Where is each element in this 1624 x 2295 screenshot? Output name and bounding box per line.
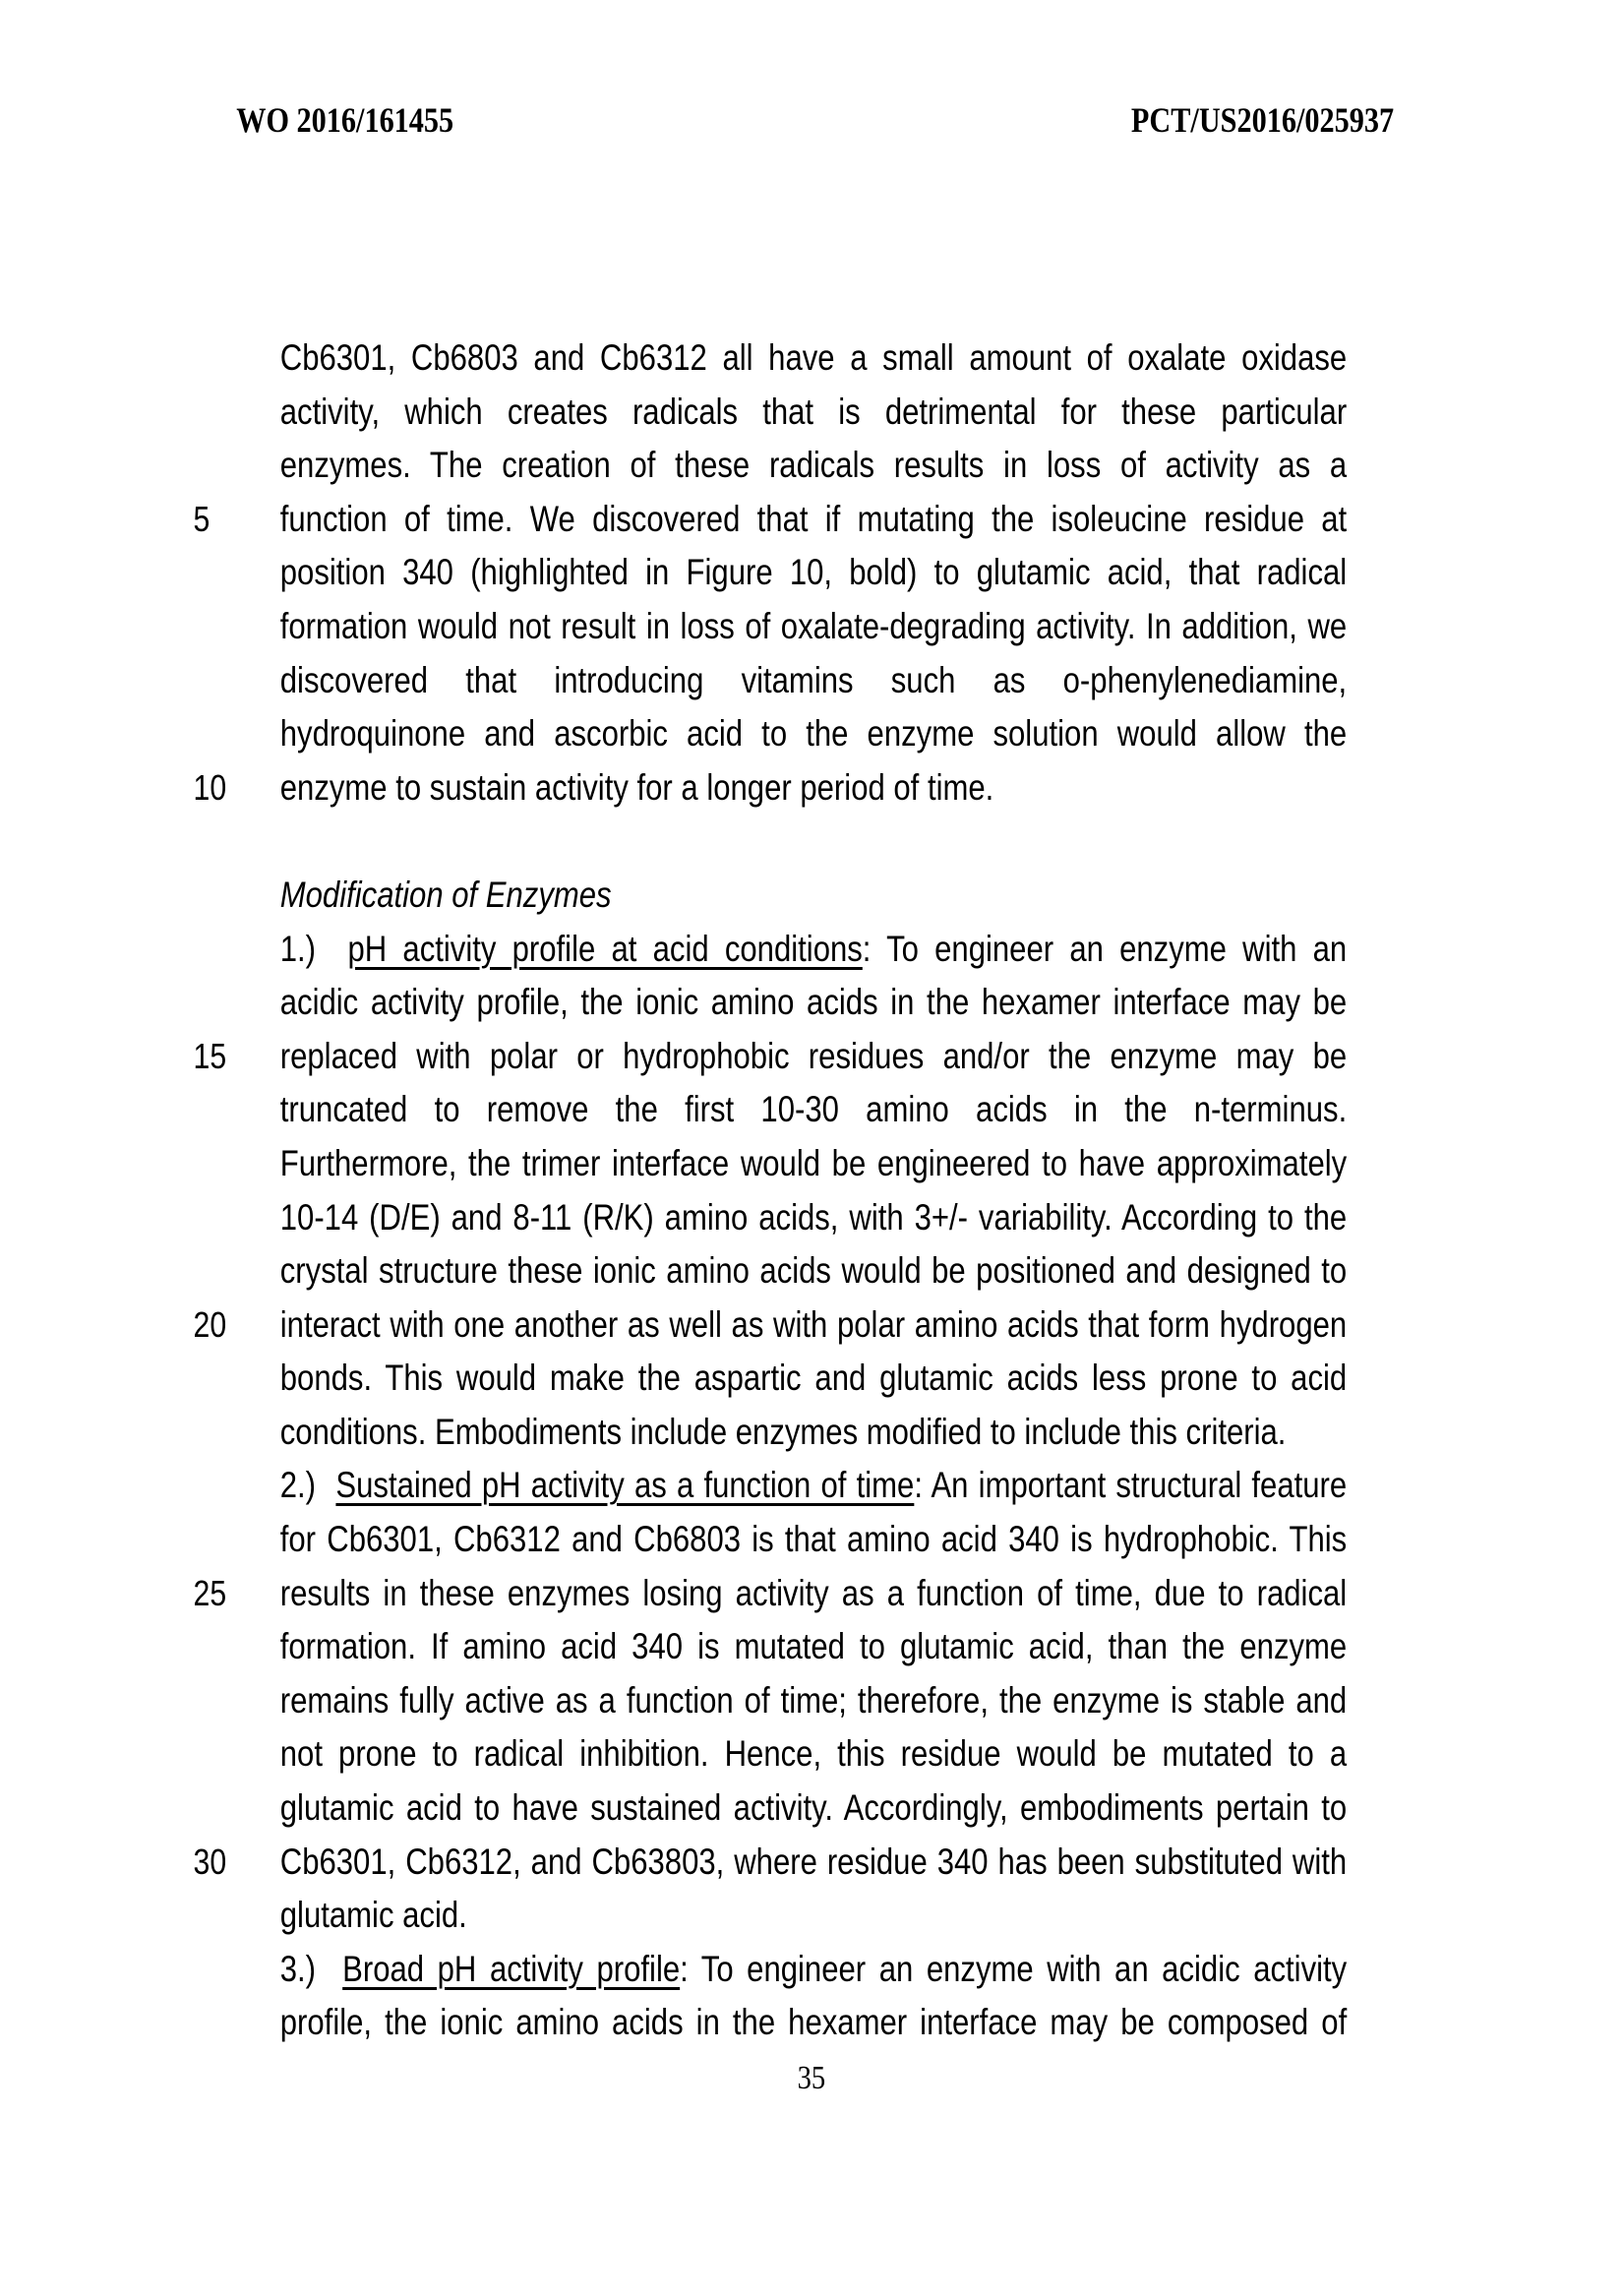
page-number: 35 <box>797 2060 826 2096</box>
text-line <box>280 1889 1347 1943</box>
line-text: remains fully active as a function of time; therefore, the enzyme is stable and <box>279 1679 1348 1721</box>
line-text: discovered that introducing vitamins such as o-phenylenediamine, <box>279 659 1348 700</box>
text-line <box>280 1459 1347 1513</box>
text-line <box>280 976 1347 1030</box>
line-text: Cb6301, Cb6803 and Cb6312 all have a small amount of oxalate oxidase <box>279 337 1348 378</box>
application-number-header: PCT/US2016/025937 <box>1130 100 1395 140</box>
text-line <box>193 1836 1348 1890</box>
text-line <box>280 546 1347 600</box>
line-text: : To engineer an enzyme with an acidic activity <box>680 1948 1348 1989</box>
text-line <box>193 761 1347 815</box>
line-text: 1.) <box>279 928 348 969</box>
text-line <box>280 439 1347 493</box>
publication-number-header: WO 2016/161455 <box>236 100 454 140</box>
text-line <box>280 600 1347 654</box>
margin-line-number: 25 <box>193 1572 227 1613</box>
text-line <box>280 1620 1347 1674</box>
line-text: Cb6301, Cb6312, and Cb63803, where residue 340 has been substituted with <box>279 1841 1348 1882</box>
text-line <box>280 654 1347 708</box>
line-text: 3.) <box>279 1948 343 1989</box>
text-line <box>280 1943 1347 1997</box>
text-line <box>280 1191 1347 1245</box>
text-line <box>280 1513 1347 1567</box>
line-text: acidic activity profile, the ionic amino acids in the hexamer interface may be <box>279 982 1348 1023</box>
underlined-phrase: Broad pH activity profile <box>342 1948 681 1989</box>
line-text: results in these enzymes losing activity as a function of time, due to radical <box>279 1572 1348 1613</box>
margin-line-number: 5 <box>193 498 211 539</box>
line-text: for Cb6301, Cb6312 and Cb6803 is that amino acid 340 is hydrophobic. This <box>279 1519 1348 1560</box>
line-text: conditions. Embodiments include enzymes modified to include this criteria. <box>279 1411 1287 1452</box>
text-line <box>280 1352 1347 1406</box>
text-line <box>280 1782 1347 1836</box>
line-text: position 340 (highlighted in Figure 10, bold) to glutamic acid, that radical <box>279 552 1348 593</box>
text-line <box>280 1244 1347 1298</box>
text-column <box>193 332 1348 2050</box>
text-line <box>280 1674 1347 1728</box>
text-line <box>280 869 1347 923</box>
section-heading-text: Modification of Enzymes <box>279 874 612 915</box>
text-line <box>280 1137 1347 1191</box>
margin-line-number: 20 <box>193 1303 227 1345</box>
line-text: 2.) <box>279 1465 336 1506</box>
line-text: enzyme to sustain activity for a longer period of time. <box>279 766 994 808</box>
margin-line-number: 30 <box>193 1841 227 1882</box>
text-line <box>280 1727 1347 1782</box>
line-text: replaced with polar or hydrophobic residues and/or the enzyme may be <box>279 1035 1348 1076</box>
line-text: function of time. We discovered that if mutating the isoleucine residue at <box>279 498 1348 539</box>
line-text: hydroquinone and ascorbic acid to the enzyme solution would allow the <box>279 713 1348 755</box>
line-text: 10-14 (D/E) and 8-11 (R/K) amino acids, with 3+/- variability. According to the <box>279 1196 1348 1238</box>
line-text: glutamic acid. <box>279 1895 467 1936</box>
line-text: glutamic acid to have sustained activity. Accordingly, embodiments pertain to <box>279 1787 1348 1829</box>
text-line <box>193 1567 1348 1621</box>
underlined-phrase: pH activity profile at acid conditions <box>347 928 863 969</box>
line-text: interact with one another as well as with polar amino acids that form hydrogen <box>279 1303 1348 1345</box>
text-line <box>280 386 1347 440</box>
line-text: formation would not result in loss of oxalate-degrading activity. In addition, we <box>279 605 1348 646</box>
line-text: crystal structure these ionic amino acids would be positioned and designed to <box>279 1250 1348 1292</box>
line-text: : To engineer an enzyme with an <box>862 928 1348 969</box>
text-line <box>280 923 1347 977</box>
underlined-phrase: Sustained pH activity as a function of time <box>335 1465 915 1506</box>
text-line <box>280 1083 1347 1137</box>
line-text: enzymes. The creation of these radicals results in loss of activity as a <box>279 445 1348 486</box>
line-text: activity, which creates radicals that is detrimental for these particular <box>279 391 1348 432</box>
text-line <box>280 707 1347 761</box>
line-text: not prone to radical inhibition. Hence, this residue would be mutated to a <box>279 1733 1348 1775</box>
line-text: bonds. This would make the aspartic and glutamic acids less prone to acid <box>279 1358 1348 1399</box>
line-text: formation. If amino acid 340 is mutated to glutamic acid, than the enzyme <box>279 1626 1348 1667</box>
line-text: Furthermore, the trimer interface would be engineered to have approximately <box>279 1142 1348 1183</box>
text-line <box>280 1996 1347 2050</box>
margin-line-number: 10 <box>193 766 227 808</box>
margin-line-number: 15 <box>193 1035 227 1076</box>
line-text: truncated to remove the first 10-30 amino acids in the n-terminus. <box>279 1089 1348 1130</box>
text-line <box>193 493 1348 547</box>
text-line <box>193 1030 1348 1084</box>
line-text: : An important structural feature <box>914 1465 1348 1506</box>
blank-line <box>280 815 1347 869</box>
line-text: profile, the ionic amino acids in the hexamer interface may be composed of <box>279 2002 1348 2043</box>
text-line <box>193 1298 1348 1353</box>
text-line <box>280 332 1347 386</box>
text-line <box>280 1406 1347 1460</box>
